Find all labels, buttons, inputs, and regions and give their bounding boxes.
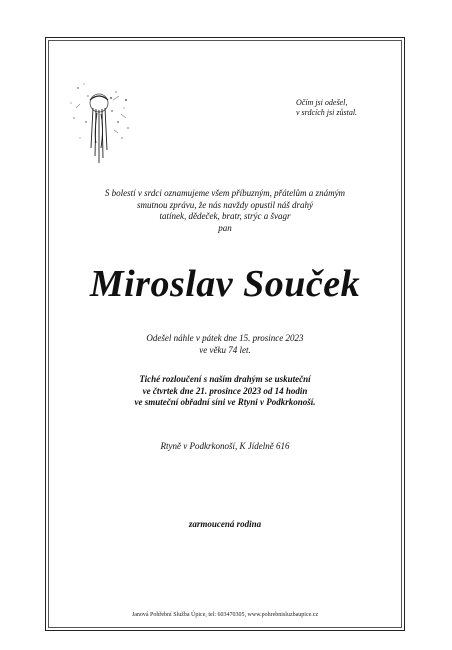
motto-line: Očím jsi odešel, [296,98,348,107]
announcement-line: pan [218,222,232,233]
death-info [60,333,390,356]
motto [296,98,357,118]
mourners: zarmoucená rodina [188,519,262,529]
announcement-line: tatínek, dědeček, bratr, strýc a švagr [159,211,291,221]
candle-ornament-icon [66,78,136,173]
address: Rtyně v Podkrkonoší, K Jídelně 616 [160,441,290,451]
motto-line: v srdcích jsi zůstal. [296,108,358,117]
funeral-line: Tiché rozloučení s naším drahým se uskuteční [139,374,311,384]
announcement-line: S bolestí v srdci oznamujeme všem příbuzným, přátelům a známým [104,188,346,198]
footer-funeral-service: Janová Pohřební Služba Úpice, tel: 603470305, www.pohrebnisluzbaupice.cz [131,612,319,618]
funeral-info [60,374,390,409]
funeral-line: ve čtvrtek dne 21. prosince 2023 od 14 hodin [142,385,308,396]
death-line: Odešel náhle v pátek dne 15. prosince 2023 [146,333,304,343]
announcement-line: smutnou zprávu, že nás navždy opustil náš drahý [137,199,313,210]
announcement-text [60,188,390,234]
funeral-line: ve smuteční obřadní síni ve Rtyni v Podkrkonoší. [134,397,316,407]
death-line: ve věku 74 let. [199,344,251,355]
deceased-name: Miroslav Souček [89,263,361,305]
